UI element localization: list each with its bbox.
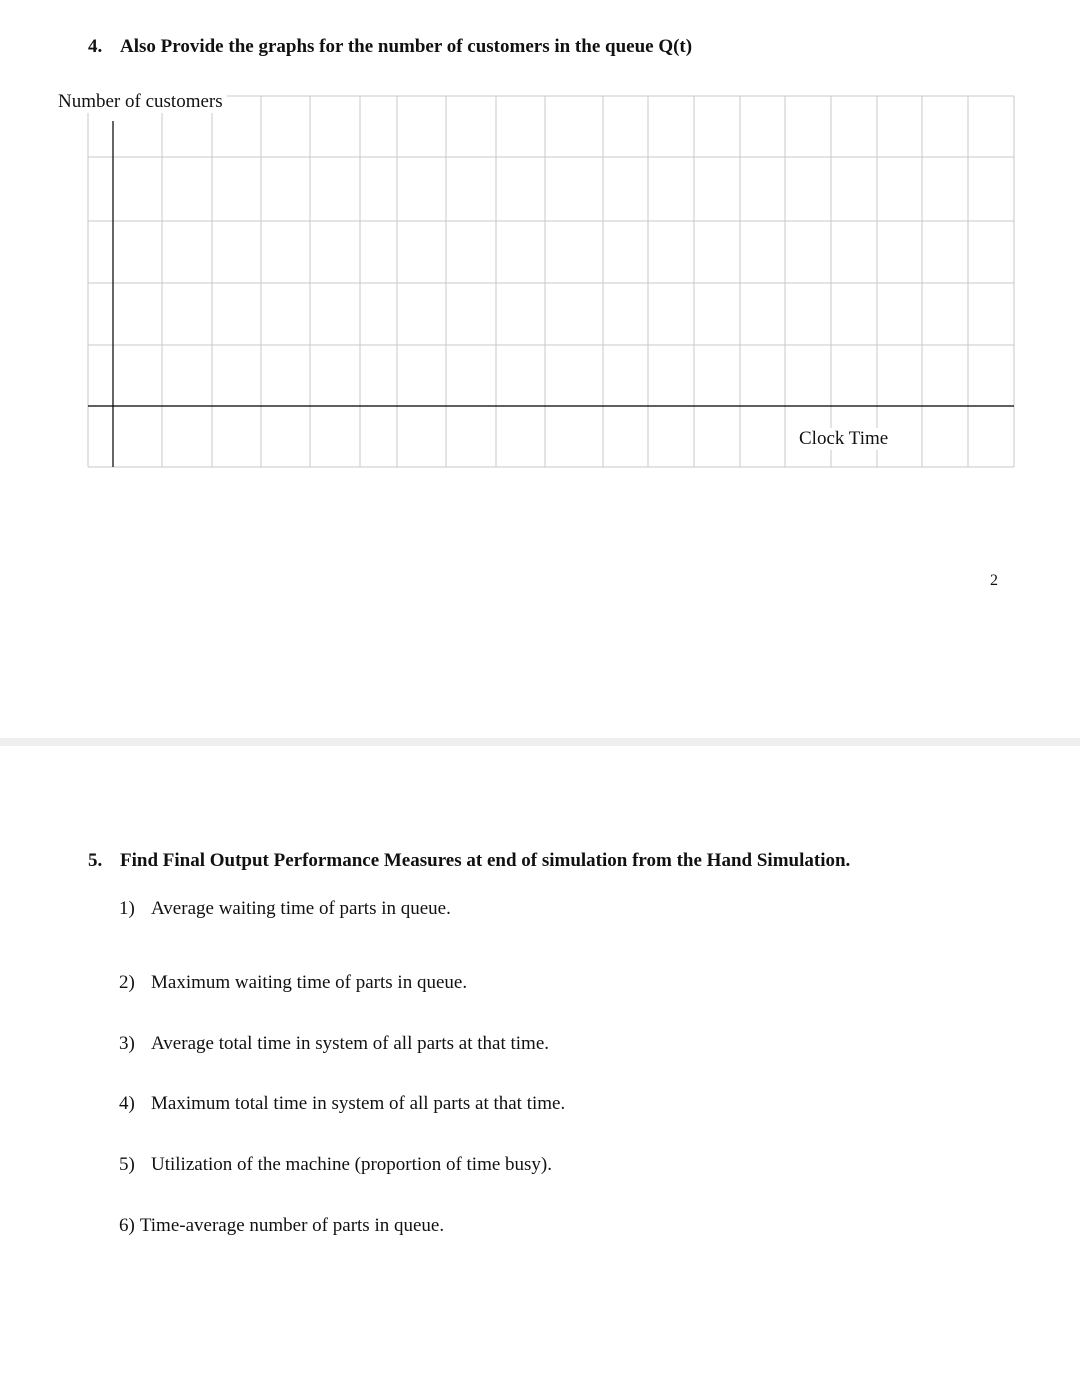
measure-index: 4) — [119, 1093, 135, 1114]
measure-text: Time-average number of parts in queue. — [139, 1215, 445, 1236]
x-axis-label: Clock Time — [793, 428, 894, 450]
measure-index: 5) — [119, 1154, 135, 1175]
measure-item — [119, 972, 467, 994]
measure-text: Average waiting time of parts in queue. — [151, 898, 451, 919]
measure-item — [119, 1215, 444, 1237]
measure-item — [119, 1154, 552, 1176]
measure-text: Maximum waiting time of parts in queue. — [151, 972, 468, 993]
measure-text: Utilization of the machine (proportion of time busy). — [151, 1154, 553, 1175]
grid-lines — [88, 96, 1014, 467]
page-separator — [0, 738, 1080, 746]
measure-index: 1) — [119, 898, 135, 919]
question-5-heading — [88, 850, 850, 872]
question-4-number: 4. — [88, 36, 103, 57]
graph-axes — [88, 121, 1014, 467]
page-3 — [0, 746, 1080, 1383]
measure-text: Average total time in system of all parts at that time. — [151, 1033, 550, 1054]
blank-graph-grid — [0, 0, 1080, 500]
question-4-text: Also Provide the graphs for the number of customers in the queue Q(t) — [120, 36, 693, 57]
y-axis-label: Number of customers — [58, 91, 227, 113]
measure-item — [119, 1093, 565, 1115]
measure-text: Maximum total time in system of all parts at that time. — [151, 1093, 566, 1114]
measure-item — [119, 1033, 549, 1055]
measure-index: 2) — [119, 972, 135, 993]
measure-index: 3) — [119, 1033, 135, 1054]
measure-index: 6) — [119, 1215, 135, 1236]
question-5-text: Find Final Output Performance Measures at end of simulation from the Hand Simulation. — [120, 850, 851, 871]
question-5-number: 5. — [88, 850, 103, 871]
measure-item — [119, 898, 451, 920]
page-number: 2 — [990, 572, 998, 589]
